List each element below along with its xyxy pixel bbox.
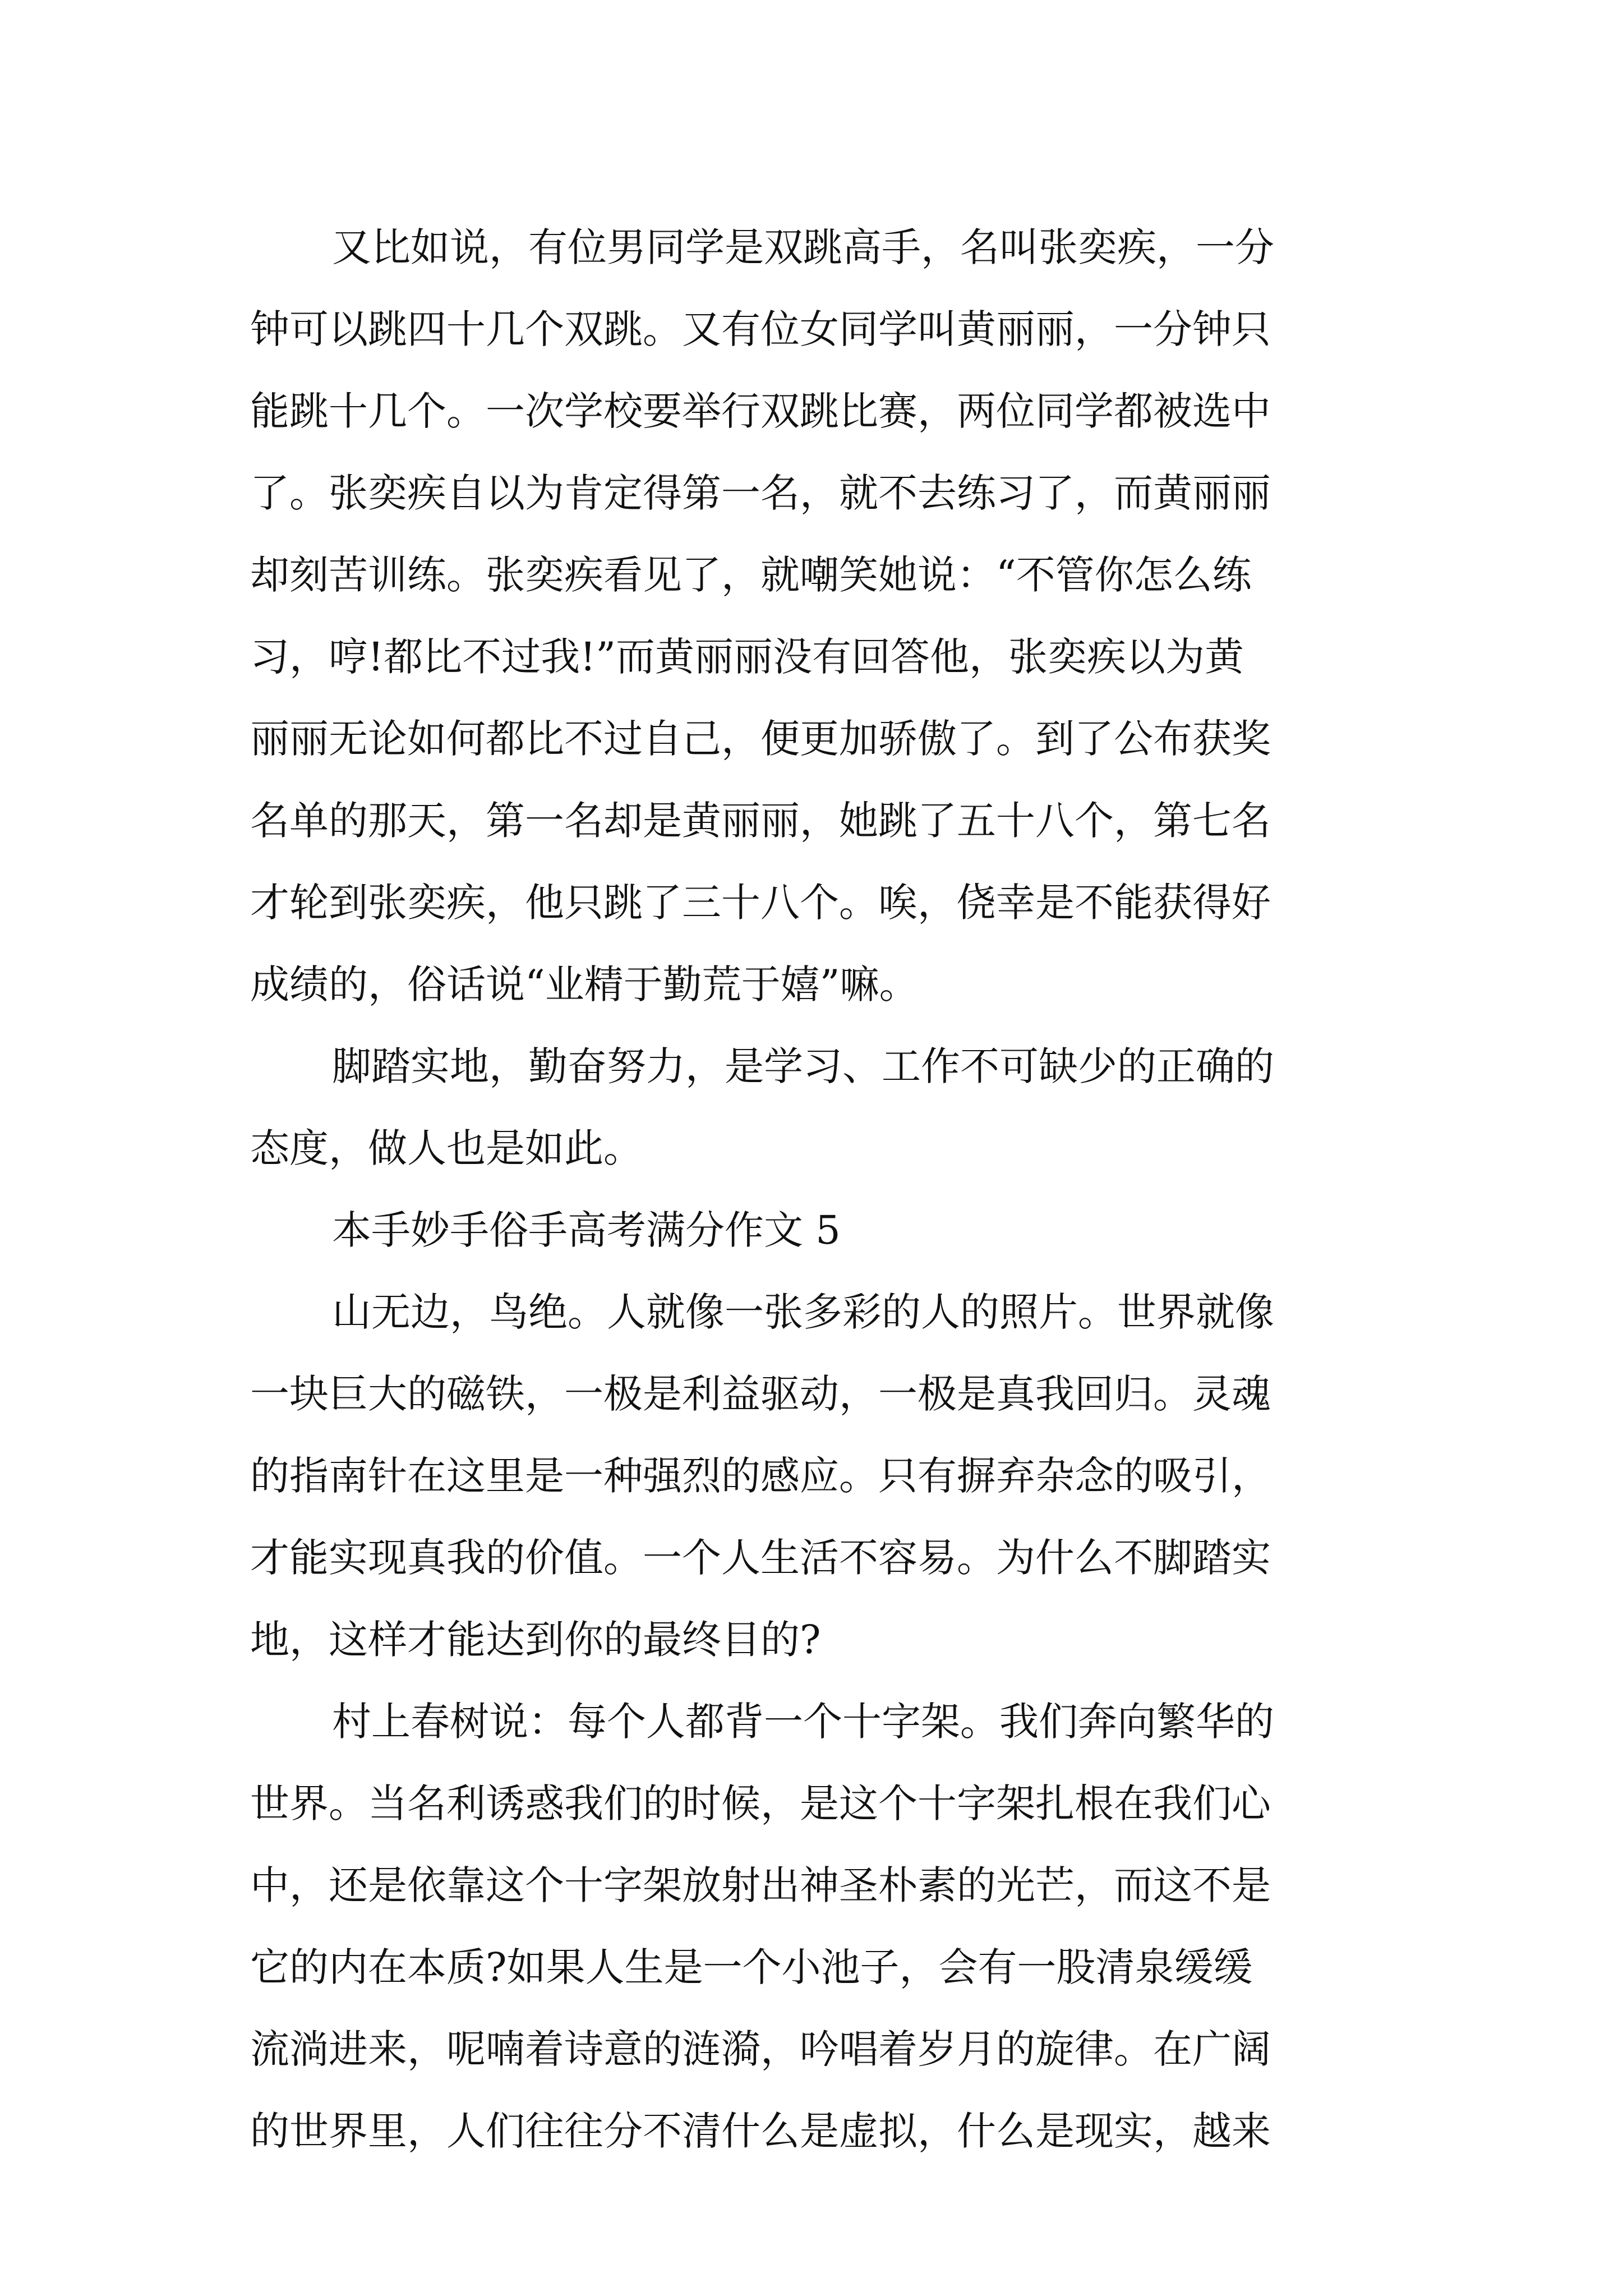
text-line: 中，还是依靠这个十字架放射出神圣朴素的光芒，而这不是: [250, 1862, 1271, 1908]
text-line: 山无边，鸟绝。人就像一张多彩的人的照片。世界就像: [332, 1289, 1274, 1335]
text-line: 态度，做人也是如此。: [250, 1125, 643, 1171]
text-line: 地，这样才能达到你的最终目的?: [250, 1617, 821, 1663]
text-line: 的世界里，人们往往分不清什么是虚拟，什么是现实，越来: [250, 2108, 1271, 2154]
paragraph-murakami: [250, 1681, 1391, 2172]
text-line: 它的内在本质?如果人生是一个小池子，会有一股清泉缓缓: [250, 1944, 1253, 1990]
text-line: 才能实现真我的价值。一个人生活不容易。为什么不脚踏实: [250, 1535, 1271, 1581]
text-line: 脚踏实地，勤奋努力，是学习、工作不可缺少的正确的: [332, 1043, 1274, 1089]
text-line: 村上春树说：每个人都背一个十字架。我们奔向繁华的: [332, 1699, 1274, 1745]
text-line: 名单的那天，第一名却是黄丽丽，她跳了五十八个，第七名: [250, 798, 1271, 844]
section-heading: [250, 1189, 1391, 1271]
text-line: 却刻苦训练。张奕疾看见了，就嘲笑她说：“不管你怎么练: [250, 552, 1252, 598]
text-line: 能跳十几个。一次学校要举行双跳比赛，两位同学都被选中: [250, 388, 1271, 434]
text-line: 一块巨大的磁铁，一极是利益驱动，一极是真我回归。灵魂: [250, 1371, 1271, 1417]
text-line: 钟可以跳四十几个双跳。又有位女同学叫黄丽丽，一分钟只: [250, 306, 1271, 352]
heading-text: 本手妙手俗手高考满分作文 5: [332, 1207, 841, 1253]
paragraph-magnet: [250, 1271, 1391, 1681]
text-line: 了。张奕疾自以为肯定得第一名，就不去练习了，而黄丽丽: [250, 470, 1271, 516]
text-line: 又比如说，有位男同学是双跳高手，名叫张奕疾，一分: [332, 224, 1274, 270]
text-line: 习，哼!都比不过我!”而黄丽丽没有回答他，张奕疾以为黄: [250, 634, 1244, 680]
text-line: 成绩的，俗话说“业精于勤荒于嬉”嘛。: [250, 961, 919, 1007]
text-line: 的指南针在这里是一种强烈的感应。只有摒弃杂念的吸引，: [250, 1453, 1271, 1499]
paragraph-contest-story: [250, 206, 1391, 1025]
text-line: 丽丽无论如何都比不过自己，便更加骄傲了。到了公布获奖: [250, 716, 1271, 762]
text-line: 世界。当名利诱惑我们的时候，是这个十字架扎根在我们心: [250, 1780, 1271, 1826]
paragraph-conclusion: [250, 1025, 1391, 1189]
document-body: [250, 206, 1391, 2172]
text-line: 才轮到张奕疾，他只跳了三十八个。唉，侥幸是不能获得好: [250, 880, 1271, 926]
text-line: 流淌进来，呢喃着诗意的涟漪，吟唱着岁月的旋律。在广阔: [250, 2026, 1271, 2072]
